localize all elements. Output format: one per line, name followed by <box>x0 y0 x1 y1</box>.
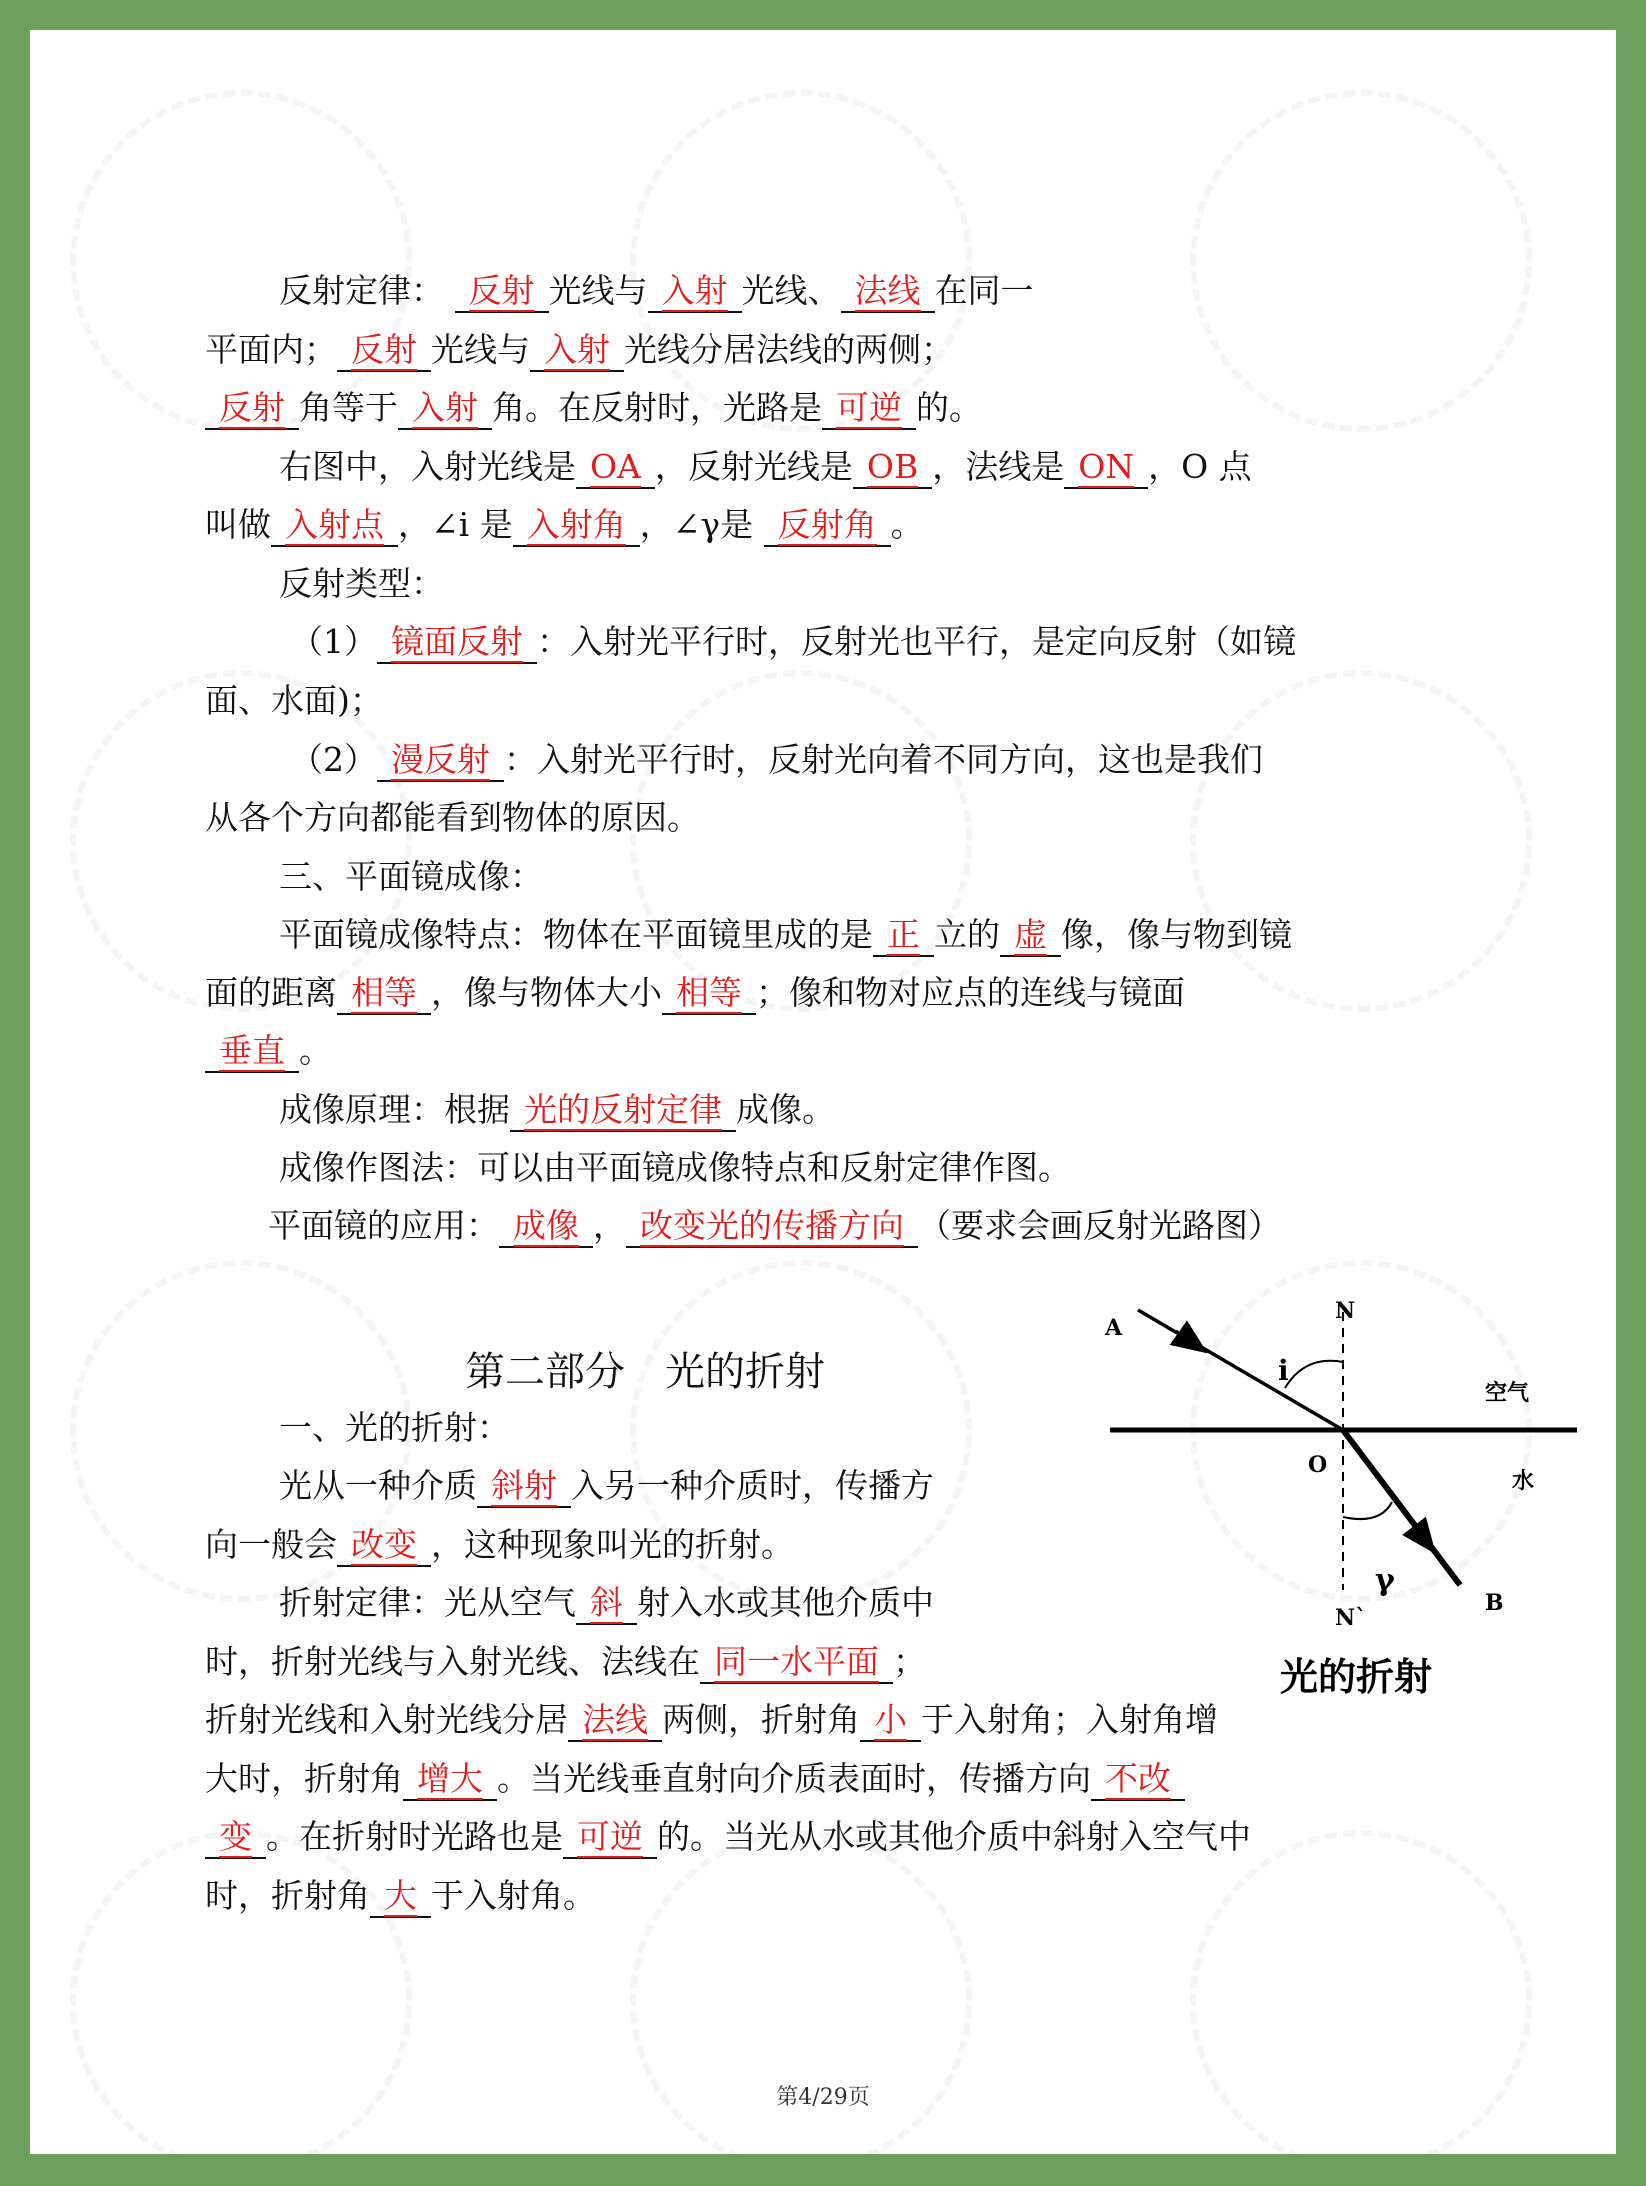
body-text: 两侧，折射角 <box>662 1700 860 1739</box>
answer-text: 成像 <box>513 1206 579 1245</box>
answer-blank <box>403 1759 497 1801</box>
body-text: 光线、 <box>741 271 841 310</box>
answer-text: 反射角 <box>777 505 877 544</box>
body-text: 光从一种介质 <box>279 1466 477 1505</box>
refracted-arrow-icon <box>1408 1518 1425 1540</box>
text-line <box>279 1581 934 1625</box>
label-n-prime: N` <box>1335 1605 1367 1631</box>
answer-blank <box>841 271 935 313</box>
text-line <box>205 1029 332 1073</box>
body-text: ：入射光平行时，反射光向着不同方向，这也是我们 <box>504 740 1263 779</box>
text-line <box>205 503 924 547</box>
body-text: 时，折射光线与入射光线、法线在 <box>205 1642 700 1681</box>
body-text: 入另一种介质时，传播方 <box>571 1466 934 1505</box>
answer-blank <box>337 973 431 1015</box>
answer-blank <box>853 447 932 489</box>
body-text: 叫做 <box>205 505 271 544</box>
body-text: 。在折射时光路也是 <box>266 1817 563 1856</box>
label-air: 空气 <box>1485 1380 1530 1406</box>
body-text: ； <box>893 1642 926 1681</box>
answer-text: 垂直 <box>219 1031 285 1070</box>
body-text: 光线与 <box>431 330 530 369</box>
answer-text: 增大 <box>417 1759 483 1798</box>
section-title: 第二部分 光的折射 <box>465 1349 825 1395</box>
body-text: （要求会画反射光路图） <box>918 1206 1281 1245</box>
body-text: 。 <box>299 1031 332 1070</box>
body-text: 平面镜成像特点：物体在平面镜里成的是 <box>279 915 873 954</box>
page-number: 第4/29页 <box>776 2085 870 2110</box>
body-text: ， <box>593 1206 626 1245</box>
answer-text: 入射角 <box>526 505 626 544</box>
body-text: 面的距离 <box>205 973 337 1012</box>
answer-blank <box>530 330 624 372</box>
answer-blank <box>662 973 756 1015</box>
text-line <box>205 1874 596 1918</box>
refracted-ray <box>1343 1430 1460 1585</box>
body-text: 立的 <box>934 915 1000 954</box>
body-text: ，反射光线是 <box>654 447 853 486</box>
text-line <box>205 971 1185 1015</box>
answer-text: 入射 <box>661 271 728 310</box>
answer-blank <box>205 1817 266 1859</box>
answer-text: 小 <box>874 1700 907 1739</box>
answer-text: 法线 <box>582 1700 648 1739</box>
answer-text: 漫反射 <box>391 740 490 779</box>
answer-blank <box>648 271 742 313</box>
text-line <box>279 913 1292 957</box>
answer-text: 斜 <box>590 1583 623 1622</box>
answer-blank <box>822 388 916 430</box>
body-text: 折射光线和入射光线分居 <box>205 1700 568 1739</box>
answer-blank <box>337 1525 431 1567</box>
body-text: 于入射角。 <box>431 1876 596 1915</box>
body-text: 角等于 <box>299 388 398 427</box>
body-text: 反射类型： <box>279 564 444 603</box>
answer-text: 斜射 <box>491 1466 557 1505</box>
body-text: 角。在反射时，光路是 <box>492 388 822 427</box>
answer-text: OA <box>590 447 641 486</box>
incident-arrow-icon <box>1176 1331 1193 1343</box>
body-text: 成像作图法：可以由平面镜成像特点和反射定律作图。 <box>279 1148 1071 1187</box>
answer-text: 变 <box>219 1817 252 1856</box>
answer-blank <box>510 1090 736 1132</box>
answer-blank <box>568 1700 662 1742</box>
body-text: 时，折射角 <box>205 1876 370 1915</box>
answer-text: ON <box>1078 447 1135 486</box>
body-text: ，像与物体大小 <box>431 973 662 1012</box>
answer-blank <box>205 1031 299 1073</box>
body-text: 射入水或其他介质中 <box>637 1583 934 1622</box>
text-line <box>205 1640 926 1684</box>
answer-blank <box>873 915 934 957</box>
label-n: N <box>1335 1298 1356 1324</box>
answer-blank <box>626 1206 918 1248</box>
diagram-caption: 光的折射 <box>1280 1654 1433 1699</box>
body-text: ，这种现象叫光的折射。 <box>431 1525 794 1564</box>
text-line <box>205 1698 1218 1742</box>
body-text: 平面镜的应用： <box>268 1206 499 1245</box>
body-text: ，∠i 是 <box>398 505 513 544</box>
body-text: 。 <box>890 505 924 544</box>
text-line <box>205 386 982 430</box>
answer-text: 相等 <box>351 973 417 1012</box>
document-page <box>30 30 1616 2154</box>
answer-text: 镜面反射 <box>391 622 523 661</box>
answer-blank <box>563 1817 657 1859</box>
answer-blank <box>398 388 492 430</box>
label-a: A <box>1105 1315 1123 1341</box>
body-text: 的。当光从水或其他介质中斜射入空气中 <box>657 1817 1251 1856</box>
body-text: （1） <box>290 622 377 661</box>
answer-text: OB <box>866 447 919 486</box>
text-line <box>279 1088 835 1132</box>
answer-text: 反射 <box>219 388 285 427</box>
body-text: 在同一 <box>934 271 1034 310</box>
body-text: 于入射角；入射角增 <box>921 1700 1218 1739</box>
answer-text: 大 <box>384 1876 417 1915</box>
answer-text: 可逆 <box>577 1817 643 1856</box>
body-text: 平面内； <box>205 330 337 369</box>
text-line <box>279 269 1034 313</box>
text-line <box>279 855 543 899</box>
body-text: 向一般会 <box>205 1525 337 1564</box>
answer-text: 改变 <box>351 1525 417 1564</box>
text-line <box>290 620 1296 664</box>
label-o: O <box>1308 1452 1328 1478</box>
body-text: ，∠γ是 <box>639 505 764 544</box>
answer-blank <box>1064 447 1148 489</box>
body-text: 光线分居法线的两侧； <box>624 330 954 369</box>
answer-text: 可逆 <box>836 388 902 427</box>
answer-blank <box>205 388 299 430</box>
label-i: i <box>1278 1354 1289 1387</box>
body-text: （2） <box>290 740 377 779</box>
label-water: 水 <box>1512 1468 1535 1494</box>
answer-text: 反射 <box>468 271 535 310</box>
text-line <box>205 1815 1251 1859</box>
text-line <box>279 1464 934 1508</box>
body-text: 像，像与物到镜 <box>1061 915 1292 954</box>
text-line <box>279 445 1252 489</box>
body-text: 三、平面镜成像： <box>279 857 543 896</box>
label-b: B <box>1485 1590 1504 1616</box>
answer-blank <box>499 1206 593 1248</box>
angle-gamma-arc <box>1343 1502 1392 1519</box>
body-text: 光线与 <box>548 271 648 310</box>
answer-blank <box>370 1876 431 1918</box>
answer-blank <box>271 505 398 547</box>
body-text: ，法线是 <box>932 447 1065 486</box>
body-text: 面、水面)； <box>205 681 383 720</box>
answer-blank <box>1091 1759 1185 1801</box>
answer-blank <box>377 622 537 664</box>
text-line <box>279 562 444 606</box>
answer-blank <box>513 505 640 547</box>
body-text: ：入射光平行时，反射光也平行，是定向反射（如镜 <box>537 622 1296 661</box>
body-text: 。当光线垂直射向介质表面时，传播方向 <box>497 1759 1091 1798</box>
answer-text: 入射 <box>544 330 610 369</box>
answer-text: 入射点 <box>285 505 384 544</box>
answer-text: 光的反射定律 <box>524 1090 722 1129</box>
answer-text: 同一水平面 <box>714 1642 879 1681</box>
answer-text: 不改 <box>1105 1759 1171 1798</box>
body-text: 一、光的折射： <box>279 1408 510 1447</box>
body-text: 反射定律： <box>279 271 455 310</box>
answer-text: 反射 <box>351 330 417 369</box>
answer-blank <box>700 1642 893 1684</box>
answer-text: 入射 <box>412 388 478 427</box>
body-text: 大时，折射角 <box>205 1759 403 1798</box>
answer-blank <box>576 447 655 489</box>
answer-text: 改变光的传播方向 <box>640 1206 904 1245</box>
answer-text: 法线 <box>854 271 921 310</box>
answer-blank <box>1000 915 1061 957</box>
body-text: 折射定律：光从空气 <box>279 1583 576 1622</box>
body-text: 从各个方向都能看到物体的原因。 <box>205 798 700 837</box>
text-line <box>205 328 954 372</box>
answer-blank <box>764 505 891 547</box>
label-gamma: γ <box>1375 1563 1395 1598</box>
answer-text: 正 <box>887 915 920 954</box>
answer-blank <box>377 740 504 782</box>
angle-i-arc <box>1285 1361 1343 1388</box>
answer-text: 相等 <box>676 973 742 1012</box>
text-line <box>279 1406 510 1450</box>
body-text: 成像。 <box>736 1090 835 1129</box>
answer-blank <box>337 330 431 372</box>
answer-blank <box>576 1583 637 1625</box>
incident-ray <box>1138 1310 1343 1430</box>
body-text: ，O 点 <box>1148 447 1252 486</box>
text-line <box>279 1146 1071 1190</box>
answer-blank <box>860 1700 921 1742</box>
text-line <box>205 1523 794 1567</box>
text-line <box>205 1757 1185 1801</box>
text-line <box>268 1204 1281 1248</box>
answer-blank <box>455 271 549 313</box>
text-line <box>205 679 383 723</box>
body-text: 成像原理：根据 <box>279 1090 510 1129</box>
body-text: 右图中，入射光线是 <box>279 447 576 486</box>
text-line <box>290 738 1263 782</box>
body-text: ；像和物对应点的连线与镜面 <box>756 973 1185 1012</box>
answer-text: 虚 <box>1014 915 1047 954</box>
body-text: 的。 <box>916 388 982 427</box>
text-line <box>205 796 700 840</box>
answer-blank <box>477 1466 571 1508</box>
